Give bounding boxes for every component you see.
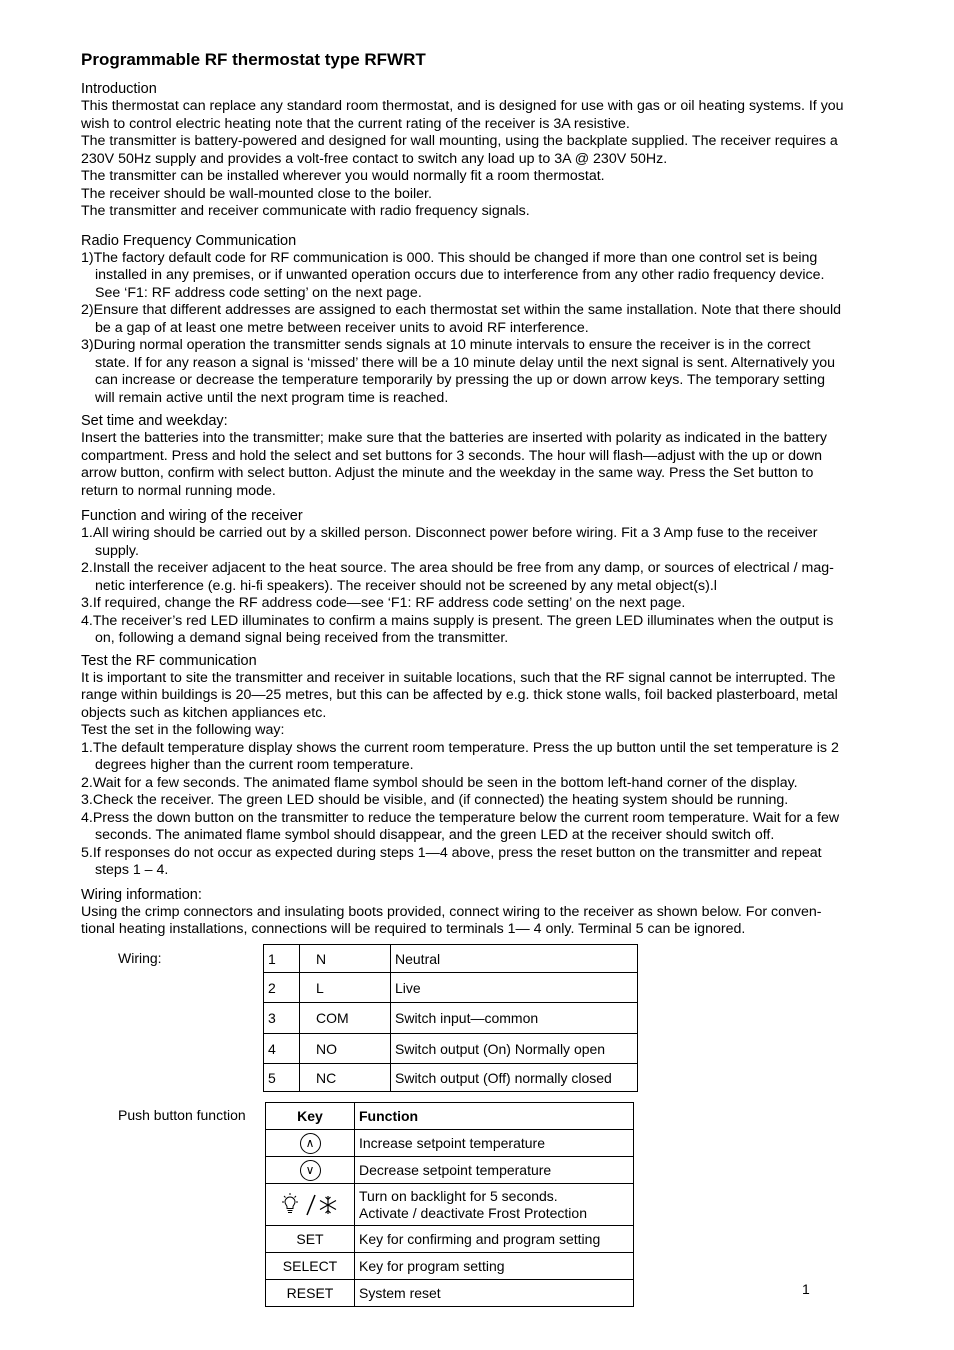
table-row <box>264 973 638 1003</box>
page-number: 1 <box>802 1281 810 1297</box>
key-column-header: Key <box>266 1103 355 1130</box>
text-line: The transmitter can be installed wherever you would normally fit a room thermostat. <box>81 168 605 184</box>
table-row <box>266 1280 634 1307</box>
text-line: The transmitter and receiver communicate with radio frequency signals. <box>81 203 530 219</box>
text-line: compartment. Press and hold the select and set buttons for 3 seconds. The hour will flash—adjust with the up or down <box>81 447 823 464</box>
key-cell: RESET <box>266 1280 355 1307</box>
function-cell: Increase setpoint temperature <box>355 1130 634 1157</box>
text-line: steps 1 – 4. <box>95 862 169 878</box>
text-line: 230V 50Hz supply and provides a volt-free contact to switch any load up to 3A @ 230V 50Hz. <box>81 150 668 167</box>
function-line: Activate / deactivate Frost Protection <box>359 1204 587 1221</box>
wiring-table <box>263 944 638 1092</box>
text-line: See ‘F1: RF address code setting’ on the next page. <box>95 284 422 301</box>
function-cell: Key for program setting <box>355 1253 634 1280</box>
key-cell <box>266 1157 355 1184</box>
down-arrow-icon: ∨ <box>300 1160 321 1181</box>
text-line: can increase or decrease the temperature temporarily by pressing the up or down arrow keys. The temporary setting <box>95 372 825 388</box>
push-button-table <box>265 1102 634 1307</box>
text-line: return to normal running mode. <box>81 482 276 499</box>
function-cell: Key for confirming and program setting <box>355 1226 634 1253</box>
push-button-label: Push button function <box>118 1107 246 1123</box>
section-introduction <box>81 80 911 221</box>
section-heading: Function and wiring of the receiver <box>81 508 303 524</box>
section-set-time <box>81 412 911 500</box>
text-line: 3.If required, change the RF address code—see ‘F1: RF address code setting’ on the next page. <box>81 595 686 611</box>
terminal-number: 5 <box>264 1064 300 1092</box>
terminal-code: N <box>300 945 391 973</box>
text-line: on, following a demand signal being received from the transmitter. <box>95 630 509 646</box>
up-arrow-icon: ∧ <box>300 1133 321 1154</box>
text-line: It is important to site the transmitter and receiver in suitable locations, such that the RF signal cannot be interrupted. The <box>81 669 836 686</box>
text-line: 5.If responses do not occur as expected during steps 1—4 above, press the reset button on the transmitter and repeat <box>81 844 822 861</box>
text-line: The receiver should be wall-mounted close to the boiler. <box>81 185 432 202</box>
text-line: supply. <box>95 542 139 559</box>
terminal-number: 2 <box>264 973 300 1003</box>
terminal-description: Switch output (Off) normally closed <box>391 1064 638 1092</box>
terminal-code: COM <box>300 1003 391 1034</box>
table-row <box>266 1184 634 1226</box>
terminal-code: NC <box>300 1064 391 1092</box>
table-row <box>264 1003 638 1034</box>
text-line: degrees higher than the current room temperature. <box>95 757 414 773</box>
section-heading: Set time and weekday: <box>81 413 228 429</box>
function-column-header: Function <box>355 1103 634 1130</box>
text-line: 4.The receiver’s red LED illuminates to confirm a mains supply is present. The green LED illuminates when the output is <box>81 612 834 629</box>
terminal-code: L <box>300 973 391 1003</box>
light-bulb-icon <box>282 1193 298 1213</box>
document-body <box>81 48 911 939</box>
key-cell: SELECT <box>266 1253 355 1280</box>
text-line: seconds. The animated flame symbol should disappear, and the green LED at the receiver should switch off. <box>95 827 775 843</box>
text-line: 2.Wait for a few seconds. The animated flame symbol should be seen in the bottom left-hand corner of the display. <box>81 774 798 791</box>
wiring-label: Wiring: <box>118 950 162 966</box>
table-row <box>264 1064 638 1092</box>
backlight-frost-icon <box>279 1192 341 1218</box>
terminal-description: Live <box>391 973 638 1003</box>
function-cell: System reset <box>355 1280 634 1307</box>
terminal-description: Neutral <box>391 945 638 973</box>
key-cell <box>266 1130 355 1157</box>
text-line: installed in any premises, or if unwanted operation occurs due to interference from any other radio frequency device. <box>95 267 825 283</box>
function-line: Turn on backlight for 5 seconds. <box>359 1187 558 1204</box>
text-line: wish to control electric heating note that the current rating of the receiver is 3A resistive. <box>81 115 630 132</box>
text-line: 2)Ensure that different addresses are assigned to each thermostat set within the same installation. Note that there should <box>81 302 841 318</box>
table-row <box>266 1253 634 1280</box>
section-rf-communication <box>81 232 911 408</box>
section-heading: Test the RF communication <box>81 652 257 669</box>
table-row <box>266 1157 634 1184</box>
text-line: objects such as kitchen appliances etc. <box>81 704 327 721</box>
terminal-number: 1 <box>264 945 300 973</box>
terminal-description: Switch input—common <box>391 1003 638 1034</box>
document-title: Programmable RF thermostat type RFWRT <box>81 50 426 69</box>
text-line: 4.Press the down button on the transmitter to reduce the temperature below the current room temperature. Wait for a few <box>81 809 840 826</box>
text-line: 1)The factory default code for RF communication is 000. This should be changed if more than one control set is being <box>81 249 818 266</box>
table-row <box>266 1130 634 1157</box>
text-line: tional heating installations, connections will be required to terminals 1— 4 only. Terminal 5 can be ignored. <box>81 921 746 937</box>
section-receiver-wiring <box>81 507 911 648</box>
text-line: 1.The default temperature display shows the current room temperature. Press the up button until the set temperature is 2 <box>81 739 839 756</box>
terminal-number: 4 <box>264 1034 300 1064</box>
text-line: state. If for any reason a signal is ‘missed’ there will be a 10 minute delay until the next signal is sent. Alternatively you <box>95 354 835 371</box>
function-cell: Decrease setpoint temperature <box>355 1157 634 1184</box>
terminal-number: 3 <box>264 1003 300 1034</box>
section-heading: Wiring information: <box>81 886 202 903</box>
text-line: 1.All wiring should be carried out by a skilled person. Disconnect power before wiring. Fit a 3 Amp fuse to the receiver <box>81 525 818 541</box>
table-header-row <box>266 1103 634 1130</box>
slash-divider <box>307 1195 315 1215</box>
text-line: 3)During normal operation the transmitter sends signals at 10 minute intervals to ensure the receiver is in the correct <box>81 337 811 353</box>
text-line: arrow button, confirm with select button. Adjust the minute and the weekday in the same way. Press the Set button to <box>81 465 814 481</box>
text-line: Test the set in the following way: <box>81 722 285 738</box>
key-cell <box>266 1184 355 1226</box>
text-line: 3.Check the receiver. The green LED should be visible, and (if connected) the heating system should be running. <box>81 792 789 808</box>
text-line: Insert the batteries into the transmitter; make sure that the batteries are inserted with polarity as indicated in the battery <box>81 430 828 446</box>
key-cell: SET <box>266 1226 355 1253</box>
text-line: The transmitter is battery-powered and designed for wall mounting, using the backplate supplied. The receiver requires a <box>81 133 838 149</box>
text-line: netic interference (e.g. hi-fi speakers). The receiver should not be screened by any metal object(s).l <box>95 577 717 594</box>
text-line: range within buildings is 20—25 metres, but this can be affected by e.g. thick stone walls, foil backed plasterboard, metal <box>81 687 838 703</box>
table-row <box>264 1034 638 1064</box>
text-line: 2.Install the receiver adjacent to the heat source. The area should be free from any damp, or sources of electrical / mag- <box>81 560 834 576</box>
section-heading: Radio Frequency Communication <box>81 232 297 249</box>
snowflake-icon <box>320 1196 336 1214</box>
terminal-description: Switch output (On) Normally open <box>391 1034 638 1064</box>
section-test-rf <box>81 652 911 880</box>
table-row <box>266 1226 634 1253</box>
text-line: This thermostat can replace any standard room thermostat, and is designed for use with gas or oil heating systems. If you <box>81 98 844 114</box>
function-cell <box>355 1184 634 1226</box>
text-line: be a gap of at least one metre between receiver units to avoid RF interference. <box>95 319 589 336</box>
section-heading: Introduction <box>81 81 157 97</box>
text-line: Using the crimp connectors and insulating boots provided, connect wiring to the receiver as shown below. For conven- <box>81 903 822 920</box>
terminal-code: NO <box>300 1034 391 1064</box>
table-row <box>264 945 638 973</box>
text-line: will remain active until the next program time is reached. <box>95 389 449 406</box>
section-wiring-information <box>81 886 911 939</box>
